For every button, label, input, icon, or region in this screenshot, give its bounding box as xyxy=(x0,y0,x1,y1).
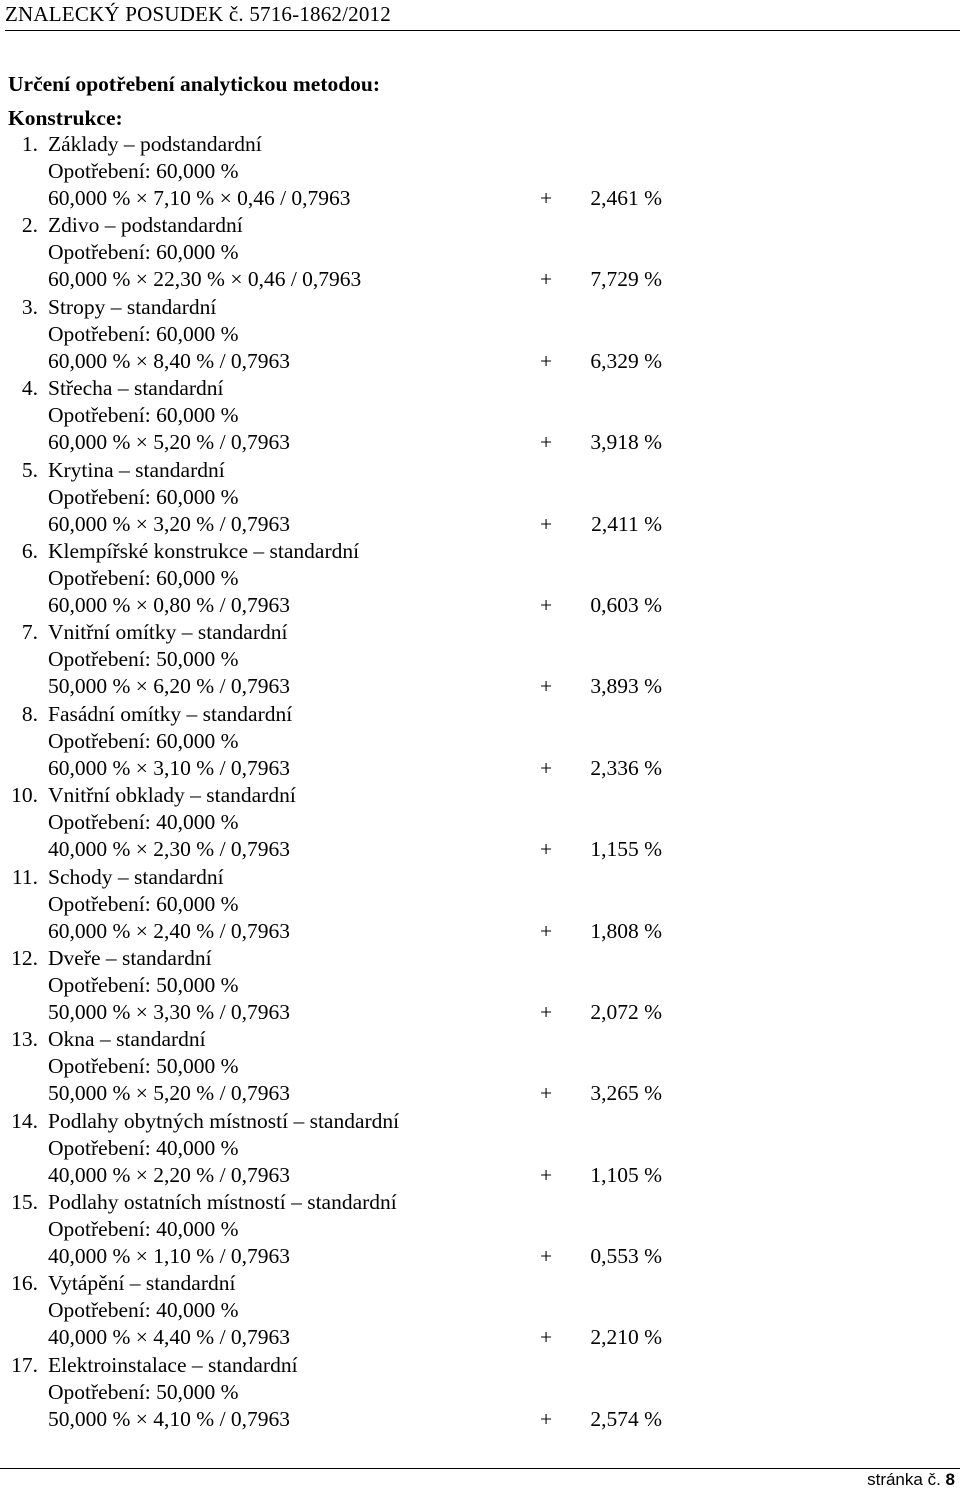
item-name: Krytina – standardní xyxy=(48,457,225,482)
item-name: Schody – standardní xyxy=(48,864,224,889)
item-sign: + xyxy=(540,1325,553,1350)
item-name: Vytápění – standardní xyxy=(48,1271,236,1296)
item-result: 1,105 % xyxy=(590,1162,662,1187)
item-result: 2,411 % xyxy=(591,511,662,536)
item-sign: + xyxy=(540,674,553,699)
item-number: 8. xyxy=(21,701,38,726)
item-sign: + xyxy=(540,186,553,210)
item-wear: Opotřebení: 60,000 % xyxy=(48,321,239,346)
item-number: 5. xyxy=(21,457,38,482)
item-result: 2,336 % xyxy=(590,755,662,780)
item-calculation: 50,000 % × 3,30 % / 0,7963 xyxy=(48,999,291,1024)
list-item xyxy=(0,619,960,700)
item-calculation: 60,000 % × 3,20 % / 0,7963 xyxy=(48,511,291,536)
list-item xyxy=(0,864,960,945)
item-number: 14. xyxy=(11,1108,38,1133)
item-wear: Opotřebení: 50,000 % xyxy=(48,972,239,997)
item-sign: + xyxy=(540,1406,553,1431)
item-result: 0,553 % xyxy=(590,1244,662,1269)
item-name: Fasádní omítky – standardní xyxy=(48,701,293,726)
item-wear: Opotřebení: 60,000 % xyxy=(48,565,239,590)
item-sign: + xyxy=(540,1081,553,1106)
page-label: stránka č. xyxy=(867,1470,941,1489)
item-wear: Opotřebení: 40,000 % xyxy=(48,1217,239,1242)
item-wear: Opotřebení: 60,000 % xyxy=(48,240,239,265)
list-item xyxy=(0,945,960,1026)
item-name: Dveře – standardní xyxy=(48,945,212,970)
item-wear: Opotřebení: 60,000 % xyxy=(48,403,239,428)
item-wear: Opotřebení: 60,000 % xyxy=(48,484,239,509)
item-sign: + xyxy=(540,267,553,292)
item-number: 10. xyxy=(11,783,38,808)
list-item xyxy=(0,1270,960,1351)
list-item xyxy=(0,538,960,619)
item-wear: Opotřebení: 40,000 % xyxy=(48,810,239,835)
item-sign: + xyxy=(540,348,553,373)
item-wear: Opotřebení: 40,000 % xyxy=(48,1135,239,1160)
item-number: 2. xyxy=(21,213,38,238)
item-sign: + xyxy=(540,837,553,862)
list-item xyxy=(0,457,960,538)
item-sign: + xyxy=(540,1162,553,1187)
item-wear: Opotřebení: 50,000 % xyxy=(48,1054,239,1079)
item-calculation: 40,000 % × 2,30 % / 0,7963 xyxy=(48,837,291,862)
item-wear: Opotřebení: 40,000 % xyxy=(48,1298,239,1323)
list-item xyxy=(0,701,960,782)
item-calculation: 50,000 % × 5,20 % / 0,7963 xyxy=(48,1081,291,1106)
footer-divider xyxy=(0,1468,960,1469)
item-sign: + xyxy=(540,1244,553,1269)
item-result: 2,574 % xyxy=(590,1406,662,1431)
item-result: 2,210 % xyxy=(590,1325,662,1350)
item-name: Vnitřní obklady – standardní xyxy=(48,783,296,808)
item-calculation: 60,000 % × 0,80 % / 0,7963 xyxy=(48,592,291,617)
item-result: 1,808 % xyxy=(590,918,662,943)
item-sign: + xyxy=(540,430,553,455)
item-wear: Opotřebení: 50,000 % xyxy=(48,1379,239,1404)
item-name: Základy – podstandardní xyxy=(48,132,262,156)
item-calculation: 60,000 % × 3,10 % / 0,7963 xyxy=(48,755,291,780)
section-subheading: Konstrukce: xyxy=(8,106,123,130)
item-name: Střecha – standardní xyxy=(48,376,224,401)
page-number: 8 xyxy=(945,1470,955,1489)
item-wear: Opotřebení: 60,000 % xyxy=(48,159,239,183)
item-number: 16. xyxy=(11,1271,38,1296)
item-calculation: 40,000 % × 4,40 % / 0,7963 xyxy=(48,1325,291,1350)
item-name: Podlahy obytných místností – standardní xyxy=(48,1108,400,1133)
item-result: 6,329 % xyxy=(590,348,662,373)
list-item xyxy=(0,782,960,863)
item-sign: + xyxy=(540,511,553,536)
list-item xyxy=(0,1352,960,1433)
item-wear: Opotřebení: 60,000 % xyxy=(48,891,239,916)
list-item xyxy=(0,294,960,375)
item-number: 15. xyxy=(11,1190,38,1215)
page-footer xyxy=(867,1471,955,1489)
item-name: Zdivo – podstandardní xyxy=(48,213,243,238)
document-header xyxy=(5,0,960,31)
item-number: 3. xyxy=(21,294,38,319)
item-sign: + xyxy=(540,592,553,617)
item-calculation: 60,000 % × 5,20 % / 0,7963 xyxy=(48,430,291,455)
item-result: 0,603 % xyxy=(590,592,662,617)
item-number: 7. xyxy=(21,620,38,645)
item-name: Klempířské konstrukce – standardní xyxy=(48,538,360,563)
item-number: 6. xyxy=(21,538,38,563)
item-calculation: 60,000 % × 8,40 % / 0,7963 xyxy=(48,348,291,373)
item-calculation: 50,000 % × 4,10 % / 0,7963 xyxy=(48,1406,291,1431)
construction-list xyxy=(0,131,960,1433)
item-name: Stropy – standardní xyxy=(48,294,217,319)
item-result: 3,893 % xyxy=(590,674,662,699)
item-name: Podlahy ostatních místností – standardní xyxy=(48,1190,397,1215)
item-result: 2,072 % xyxy=(590,999,662,1024)
item-calculation: 60,000 % × 2,40 % / 0,7963 xyxy=(48,918,291,943)
item-calculation: 40,000 % × 1,10 % / 0,7963 xyxy=(48,1244,291,1269)
item-sign: + xyxy=(540,999,553,1024)
item-calculation: 60,000 % × 22,30 % × 0,46 / 0,7963 xyxy=(48,267,362,292)
item-number: 17. xyxy=(11,1352,38,1377)
item-result: 3,918 % xyxy=(590,430,662,455)
item-name: Okna – standardní xyxy=(48,1027,206,1052)
item-number: 13. xyxy=(11,1027,38,1052)
item-wear: Opotřebení: 60,000 % xyxy=(48,728,239,753)
item-result: 2,461 % xyxy=(590,186,662,210)
item-calculation: 40,000 % × 2,20 % / 0,7963 xyxy=(48,1162,291,1187)
list-item xyxy=(0,1026,960,1107)
item-result: 7,729 % xyxy=(590,267,662,292)
item-wear: Opotřebení: 50,000 % xyxy=(48,647,239,672)
item-number: 11. xyxy=(11,864,38,889)
list-item xyxy=(0,375,960,456)
item-calculation: 60,000 % × 7,10 % × 0,46 / 0,7963 xyxy=(48,186,351,210)
item-name: Vnitřní omítky – standardní xyxy=(48,620,288,645)
list-item xyxy=(0,1189,960,1270)
list-item xyxy=(0,212,960,293)
item-calculation: 50,000 % × 6,20 % / 0,7963 xyxy=(48,674,291,699)
item-name: Elektroinstalace – standardní xyxy=(48,1352,298,1377)
document-title: ZNALECKÝ POSUDEK č. 5716-1862/2012 xyxy=(5,2,391,26)
item-sign: + xyxy=(540,918,553,943)
list-item xyxy=(0,131,960,212)
item-sign: + xyxy=(540,755,553,780)
item-number: 1. xyxy=(21,132,38,156)
item-number: 4. xyxy=(21,376,38,401)
item-result: 1,155 % xyxy=(590,837,662,862)
list-item xyxy=(0,1108,960,1189)
section-heading: Určení opotřebení analytickou metodou: xyxy=(8,72,381,96)
item-number: 12. xyxy=(11,945,38,970)
item-result: 3,265 % xyxy=(590,1081,662,1106)
